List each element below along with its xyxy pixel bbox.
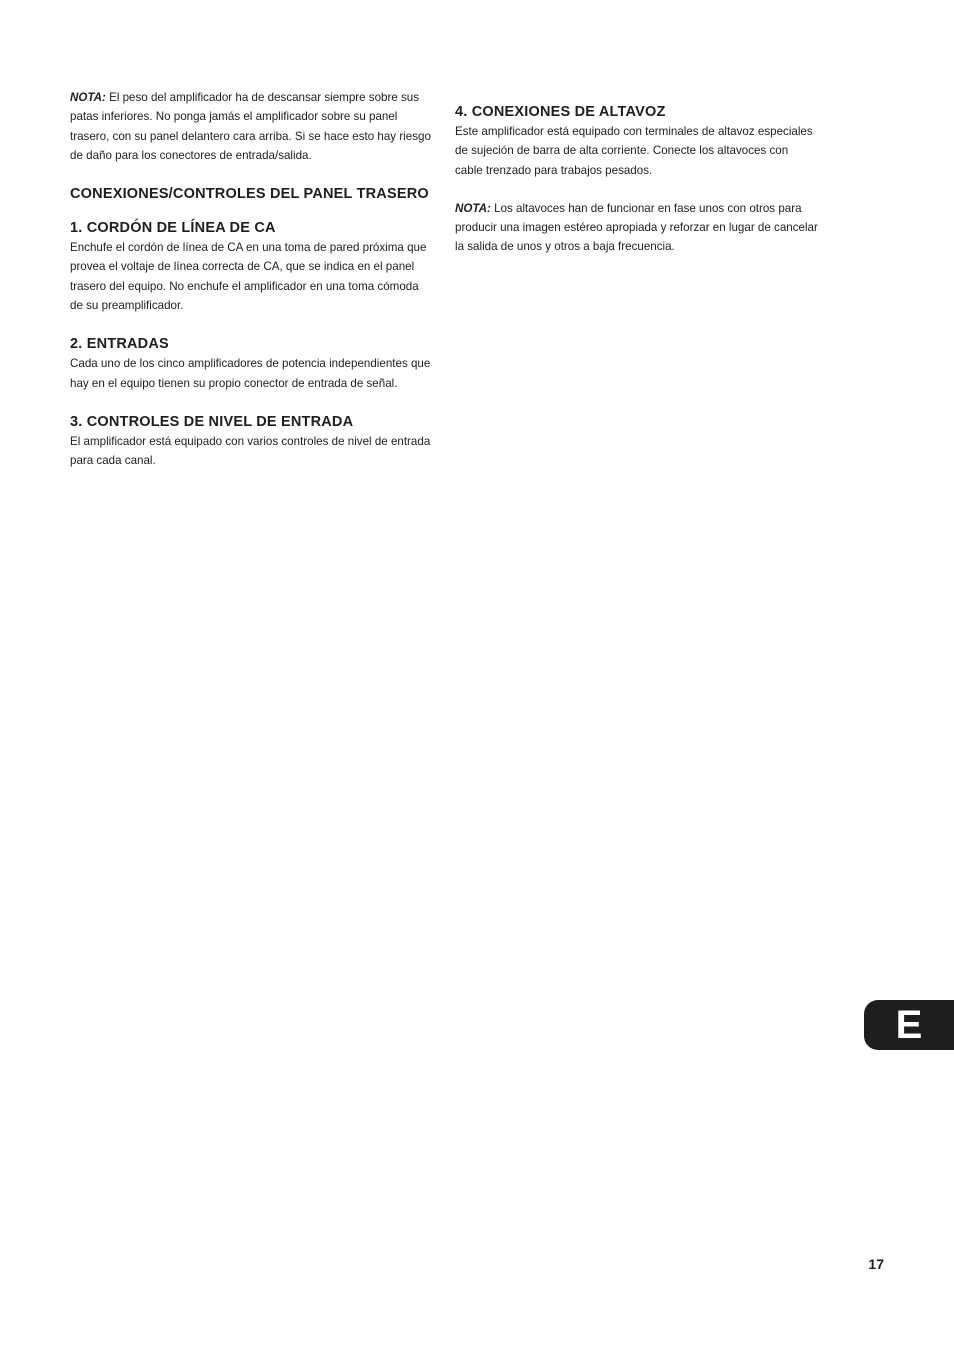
left-column: [70, 88, 434, 490]
heading-inputs: 2. ENTRADAS: [70, 336, 169, 353]
note-text: Los altavoces han de funcionar en fase unos con otros para producir una imagen estéreo apropiada y reforzar en lugar de cancelar la salida de unos y otros a baja frecuencia.: [455, 201, 818, 254]
heading-ac-cord: 1. CORDÓN DE LÍNEA DE CA: [70, 220, 276, 237]
input-level-paragraph: El amplificador está equipado con varios controles de nivel de entrada para cada canal.: [70, 434, 431, 468]
note-paragraph: [70, 88, 434, 165]
note-text: El peso del amplificador ha de descansar siempre sobre sus patas inferiores. No ponga jamás el amplificador sobre su panel trasero, con su panel delantero cara arriba. Si se hace esto hay riesgo de daño para los conectores de entrada/salida.: [70, 91, 431, 162]
speaker-note-paragraph: [455, 199, 819, 257]
note-label: NOTA:: [70, 91, 106, 104]
language-section-tab: E: [864, 1000, 954, 1050]
inputs-paragraph: Cada uno de los cinco amplificadores de potencia independientes que hay en el equipo tienen su propio conector de entrada de señal.: [70, 357, 431, 390]
heading-speaker-connections: 4. CONEXIONES DE ALTAVOZ: [455, 104, 666, 120]
ac-cord-paragraph: Enchufe el cordón de línea de CA en una toma de pared próxima que provea el voltaje de línea correcta de CA, que se indica en el panel trasero del equipo. No enchufe el amplificador en una toma cómoda de su preamplificador.: [70, 241, 427, 313]
heading-rear-panel: CONEXIONES/CONTROLES DEL PANEL TRASERO: [70, 186, 429, 203]
right-column: [455, 88, 819, 268]
page-number: 17: [868, 1256, 884, 1272]
heading-input-level: 3. CONTROLES DE NIVEL DE ENTRADA: [70, 413, 354, 430]
note-label: NOTA:: [455, 201, 491, 215]
speaker-paragraph: Este amplificador está equipado con terminales de altavoz especiales de sujeción de barra de alta corriente. Conecte los altavoces con cable trenzado para trabajos pesados.: [455, 125, 813, 177]
